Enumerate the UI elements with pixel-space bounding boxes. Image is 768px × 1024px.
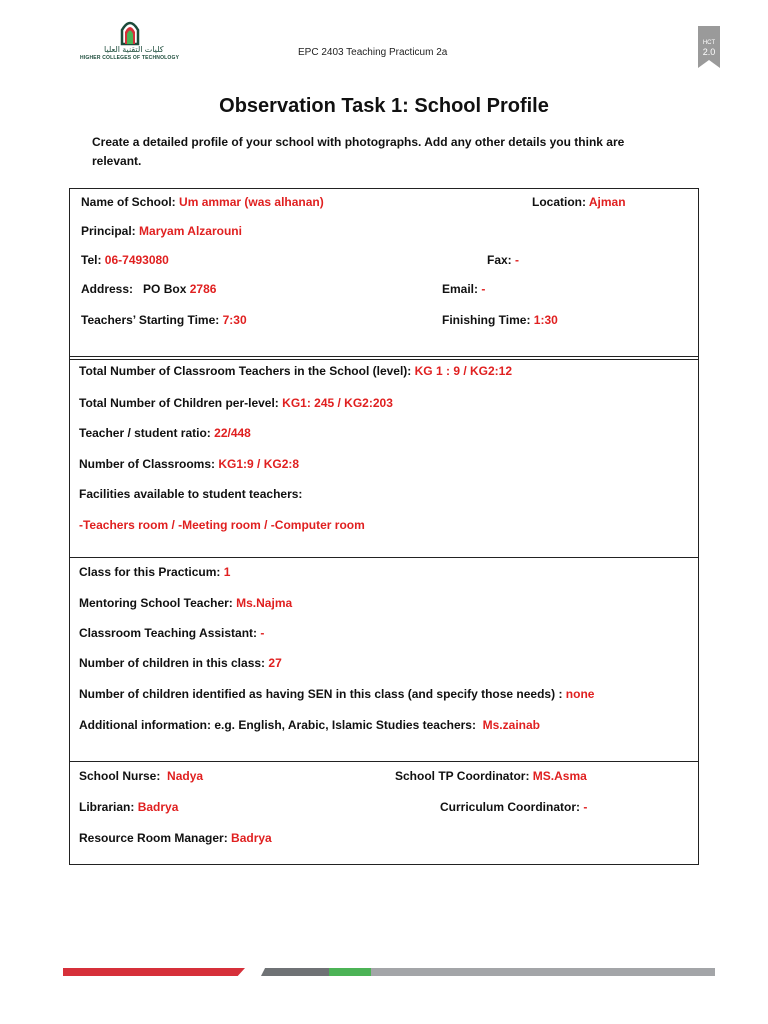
- mentor-value: Ms.Najma: [236, 596, 293, 610]
- fax-field: [487, 253, 519, 267]
- resource-manager-value: Badrya: [231, 831, 272, 845]
- address-field: [81, 282, 216, 296]
- resource-manager-field: [79, 831, 272, 845]
- librarian-value: Badrya: [137, 800, 179, 814]
- address-value: 2786: [189, 282, 217, 296]
- principal-label: Principal:: [81, 224, 136, 238]
- mentor-field: [79, 596, 292, 610]
- fax-label: Fax:: [487, 253, 512, 267]
- footer-red-stripe: [63, 968, 245, 976]
- hct-emblem-icon: [118, 18, 142, 46]
- tel-field: [81, 253, 169, 267]
- footer-green-stripe: [329, 968, 371, 976]
- address-prefix: PO Box: [143, 282, 187, 296]
- children-per-level-label: Total Number of Children per-level:: [79, 396, 279, 410]
- school-name-value: Um ammar (was alhanan): [179, 195, 324, 209]
- curriculum-coordinator-field: [440, 800, 587, 814]
- badge-line2: 2.0: [702, 47, 716, 57]
- tel-value: 06-7493080: [104, 253, 169, 267]
- classrooms-label: Number of Classrooms:: [79, 457, 216, 471]
- instructions: Create a detailed profile of your school with photographs. Add any other details you think are relevant.: [92, 135, 625, 168]
- children-per-level-value: KG1: 245 / KG2:203: [282, 396, 393, 410]
- address-label: Address:: [81, 282, 134, 296]
- tp-coordinator-value: MS.Asma: [532, 769, 587, 783]
- footer-gray-stripe: [261, 968, 329, 976]
- assistant-field: [79, 626, 264, 640]
- location-field: [532, 195, 626, 209]
- badge-line1: HCT: [702, 40, 716, 46]
- principal-value: Maryam Alzarouni: [139, 224, 242, 238]
- class-field: [79, 565, 230, 579]
- course-title: EPC 2403 Teaching Practicum 2a: [298, 47, 448, 58]
- curriculum-coordinator-label: Curriculum Coordinator:: [440, 800, 580, 814]
- start-time-label: Teachers’ Starting Time:: [81, 313, 220, 327]
- assistant-label: Classroom Teaching Assistant:: [79, 626, 258, 640]
- facilities-value: -Teachers room / -Meeting room / -Computer room: [79, 518, 365, 532]
- tp-coordinator-field: [395, 769, 587, 783]
- librarian-label: Librarian:: [79, 800, 135, 814]
- hct-badge: [698, 26, 720, 68]
- finish-time-value: 1:30: [533, 313, 558, 327]
- email-value: -: [481, 282, 486, 296]
- location-value: Ajman: [588, 195, 626, 209]
- teachers-count-field: [79, 364, 512, 378]
- mentor-label: Mentoring School Teacher:: [79, 596, 233, 610]
- classrooms-value: KG1:9 / KG2:8: [218, 457, 300, 471]
- hct-logo: [80, 18, 180, 64]
- principal-field: [81, 224, 242, 238]
- resource-manager-label: Resource Room Manager:: [79, 831, 228, 845]
- additional-field: [79, 718, 540, 732]
- classrooms-field: [79, 457, 299, 471]
- additional-label: Additional information: e.g. English, Arabic, Islamic Studies teachers:: [79, 718, 476, 732]
- logo-arabic-text: كليات التقنية العليا: [104, 45, 164, 54]
- school-name-label: Name of School:: [81, 195, 176, 209]
- sen-field: [79, 687, 594, 701]
- school-details-box: [69, 188, 699, 360]
- children-per-level-field: [79, 396, 393, 410]
- assistant-value: -: [260, 626, 265, 640]
- librarian-field: [79, 800, 178, 814]
- teachers-count-value: KG 1 : 9 / KG2:12: [414, 364, 513, 378]
- class-children-value: 27: [268, 656, 282, 670]
- class-label: Class for this Practicum:: [79, 565, 221, 579]
- school-name-field: [81, 195, 324, 209]
- start-time-field: [81, 313, 247, 327]
- ratio-field: [79, 426, 251, 440]
- ratio-label: Teacher / student ratio:: [79, 426, 211, 440]
- footer-light-gray-stripe: [371, 968, 715, 976]
- page-title: Observation Task 1: School Profile: [219, 95, 549, 117]
- location-label: Location:: [532, 195, 586, 209]
- tel-label: Tel:: [81, 253, 102, 267]
- finish-time-field: [442, 313, 558, 327]
- nurse-value: Nadya: [167, 769, 204, 783]
- email-label: Email:: [442, 282, 479, 296]
- nurse-label: School Nurse:: [79, 769, 161, 783]
- nurse-field: [79, 769, 203, 783]
- class-value: 1: [223, 565, 231, 579]
- sen-label: Number of children identified as having SEN in this class (and specify those needs) :: [79, 687, 563, 701]
- email-field: [442, 282, 485, 296]
- additional-value: Ms.zainab: [482, 718, 540, 732]
- class-children-field: [79, 656, 282, 670]
- class-children-label: Number of children in this class:: [79, 656, 266, 670]
- sen-value: none: [565, 687, 595, 701]
- logo-english-text: HIGHER COLLEGES OF TECHNOLOGY: [80, 55, 180, 61]
- facilities-label: Facilities available to student teachers:: [79, 487, 303, 501]
- start-time-value: 7:30: [222, 313, 247, 327]
- curriculum-coordinator-value: -: [583, 800, 588, 814]
- ratio-value: 22/448: [214, 426, 251, 440]
- tp-coordinator-label: School TP Coordinator:: [395, 769, 530, 783]
- finish-time-label: Finishing Time:: [442, 313, 531, 327]
- fax-value: -: [515, 253, 520, 267]
- teachers-count-label: Total Number of Classroom Teachers in the School (level):: [79, 364, 412, 378]
